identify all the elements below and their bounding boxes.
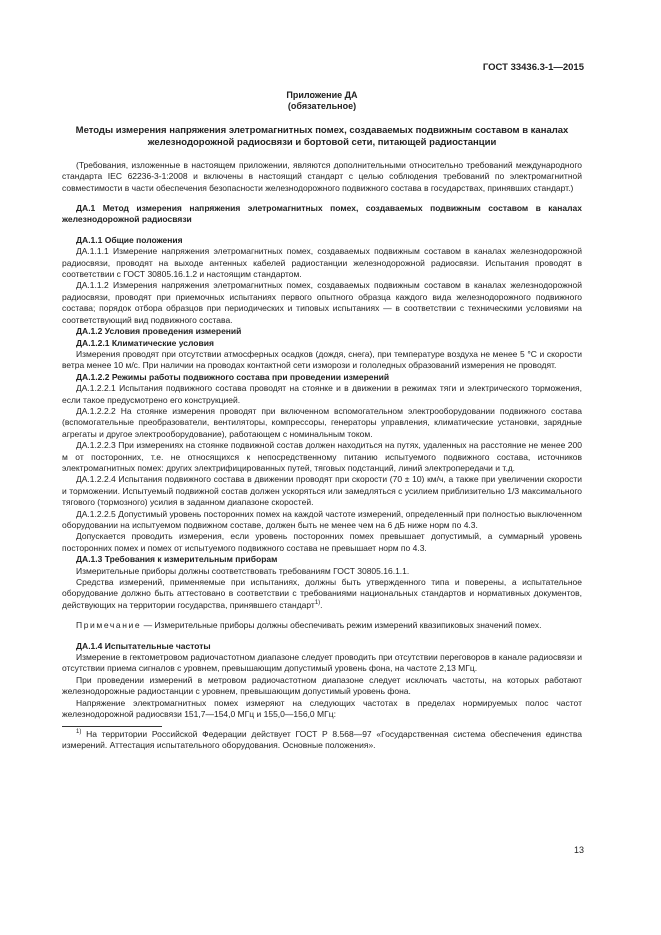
paragraph-da1225: ДА.1.2.2.5 Допустимый уровень посторонних помех на каждой частоте измерений, определенный при полностью выключенном оборудовании на испытуемом подвижном составе, должен быть не менее чем на 6 дБ ниже норм по 4.3. bbox=[62, 508, 582, 530]
section-da11-title: ДА.1.1 Общие положения bbox=[76, 234, 183, 245]
section-da12-title: ДА.1.2 Условия проведения измерений bbox=[76, 326, 242, 337]
paragraph-da141: Измерение в гектометровом радиочастотном диапазоне следует проводить при отсутствии переговоров в канале радиосвязи и отсутствии приема сигналов с уровнем, превышающим допустимый уровень фона, на частоте 2,13 МГц. bbox=[62, 652, 582, 674]
paragraph-da132: Средства измерений, применяемые при испытаниях, должны быть утвержденного типа и поверены, а испытательное оборудование должно быть аттестовано в соответствии с требованиями национальных стандартов и нормативных документов, действующих на территории государства, принявшего стандарт$^{1)}$. bbox=[62, 577, 582, 610]
section-da13-title: ДА.1.3 Требования к измерительным приборам bbox=[76, 554, 278, 565]
note-text: — Измерительные приборы должны обеспечивать режим измерений квазипиковых значений помех. bbox=[141, 620, 542, 631]
appendix-title: Приложение ДА bbox=[286, 90, 358, 100]
intro-paragraph: (Требования, изложенные в настоящем приложении, являются дополнительными относительно требований международного стандарта IEC 62236-3-1:2008 и включены в настоящий стандарт с целью соблюдения требований по электромагнитной совместимости в части обеспечения безопасности железнодорожного подвижного состава в государствах, принявших стандарт.) bbox=[62, 159, 582, 193]
footnote-text: На территории Российской Федерации действует ГОСТ Р 8.568—97 «Государственная система обеспечения единства измерений. Аттестация испытательного оборудования. Основные положения». bbox=[62, 728, 582, 750]
appendix-status: (обязательное) bbox=[287, 101, 357, 112]
document-title: Методы измерения напряжения элетромагнитных помех, создаваемых подвижным составом в каналах железнодорожной радиосвязи и бортовой сети, питающей радиостанции bbox=[75, 124, 569, 149]
paragraph-da142: При проведении измерений в метровом радиочастотном диапазоне следует исключать частоты, на которых работают железнодорожные радиостанции с уровнем, превышающим допустимый уровень фона. bbox=[62, 674, 582, 697]
section-da14-title: ДА.1.4 Испытательные частоты bbox=[76, 640, 211, 651]
paragraph-da1222: ДА.1.2.2.2 На стоянке измерения проводят при включенном вспомогательном электрооборудовании подвижного состава (вспомогательные преобразователи, вентиляторы, компрессоры, генераторы управления, климатические установки, зарядные агрегаты и другое электрооборудование), работающем с номинальным током. bbox=[62, 405, 582, 439]
footnote bbox=[62, 729, 582, 752]
footnote-mark: 1) bbox=[76, 728, 82, 735]
section-da122-title: ДА.1.2.2 Режимы работы подвижного состава при проведении измерений bbox=[76, 371, 390, 382]
paragraph-da132-text: Средства измерений, применяемые при испытаниях, должны быть утвержденного типа и поверены, а испытательное оборудование должно быть аттестовано в соответствии с требованиями национальных стандартов и нормативных документов, действующих на территории государства, принявшего стандарт bbox=[62, 577, 582, 610]
paragraph-da143: Напряжение электромагнитных помех измеряют на следующих частотах в пределах нормируемых полос частот железнодорожной радиосвязи 151,7—154,0 МГц и 155,0—156,0 МГц: bbox=[62, 697, 582, 720]
paragraph-da111: ДА.1.1.1 Измерение напряжения элетромагнитных помех, создаваемых подвижным составом в каналах железнодорожной радиосвязи, проводят на выходе антенных кабелей радиостанции железнодорожной радиосвязи. Испытания проводят в соответствии с ГОСТ 30805.16.1.2 и настоящим стандартом. bbox=[62, 246, 582, 280]
footnote-divider bbox=[62, 726, 162, 727]
page-content bbox=[62, 90, 582, 751]
paragraph-da112: ДА.1.1.2 Измерения напряжения элетромагнитных помех, создаваемых подвижным составом в каналах железнодорожной радиосвязи, проводят при приемочных испытаниях первого опытного образца каждого вида железнодорожного подвижного состава; порядок отбора образцов при периодических и типовых испытаниях — в соответствии с техническими условиями на соответствующий вид подвижного состава. bbox=[62, 280, 582, 325]
section-da1-title: ДА.1 Метод измерения напряжения элетромагнитных помех, создаваемых подвижным составом в каналах железнодорожной радиосвязи bbox=[62, 203, 582, 225]
paragraph-da1223: ДА.1.2.2.3 При измерениях на стоянке подвижной состав должен находиться на путях, удаленных на расстояние не менее 200 м от посторонних, т.е. не относящихся к непосредственному питанию испытуемого подвижного состава, источников электромагнитных помех: других электрифицированных путей, тяговых подстанций, линий электропередачи и т.д. bbox=[62, 440, 582, 473]
paragraph-da1221: ДА.1.2.2.1 Испытания подвижного состава проводят на стоянке и в движении в режимах тяги и электрического торможения, если такое предусмотрено его конструкцией. bbox=[62, 383, 582, 405]
note bbox=[62, 620, 582, 631]
page-number: 13 bbox=[573, 845, 584, 855]
paragraph-da1225-allowance: Допускается проводить измерения, если уровень посторонних помех превышает допустимый, а суммарный уровень посторонних помех и помех от испытуемого подвижного состава не превышает норм по 4.3. bbox=[62, 531, 582, 553]
section-da121-title: ДА.1.2.1 Климатические условия bbox=[76, 337, 214, 348]
footnote-ref: 1) bbox=[314, 600, 321, 607]
paragraph-da131: Измерительные приборы должны соответствовать требованиям ГОСТ 30805.16.1.1. bbox=[76, 565, 410, 576]
note-label: Примечание bbox=[76, 620, 142, 631]
paragraph-da1224: ДА.1.2.2.4 Испытания подвижного состава в движении проводят при скорости (70 ± 10) км/ч, а также при увеличении скорости и торможении. Испытуемый подвижной состав должен ускоряться или замедляться с усилием приблизительно 1/3 максимального тягового (тормозного) усилия в заданном диапазоне скоростей. bbox=[62, 474, 582, 508]
paragraph-da121: Измерения проводят при отсутствии атмосферных осадков (дождя, снега), при температуре воздуха не менее 5 °С и скорости ветра менее 10 м/с. При наличии на проводах контактной сети изморози и гололедных образований измерения не проводят. bbox=[62, 348, 582, 371]
standard-header: ГОСТ 33436.3-1—2015 bbox=[482, 62, 584, 73]
